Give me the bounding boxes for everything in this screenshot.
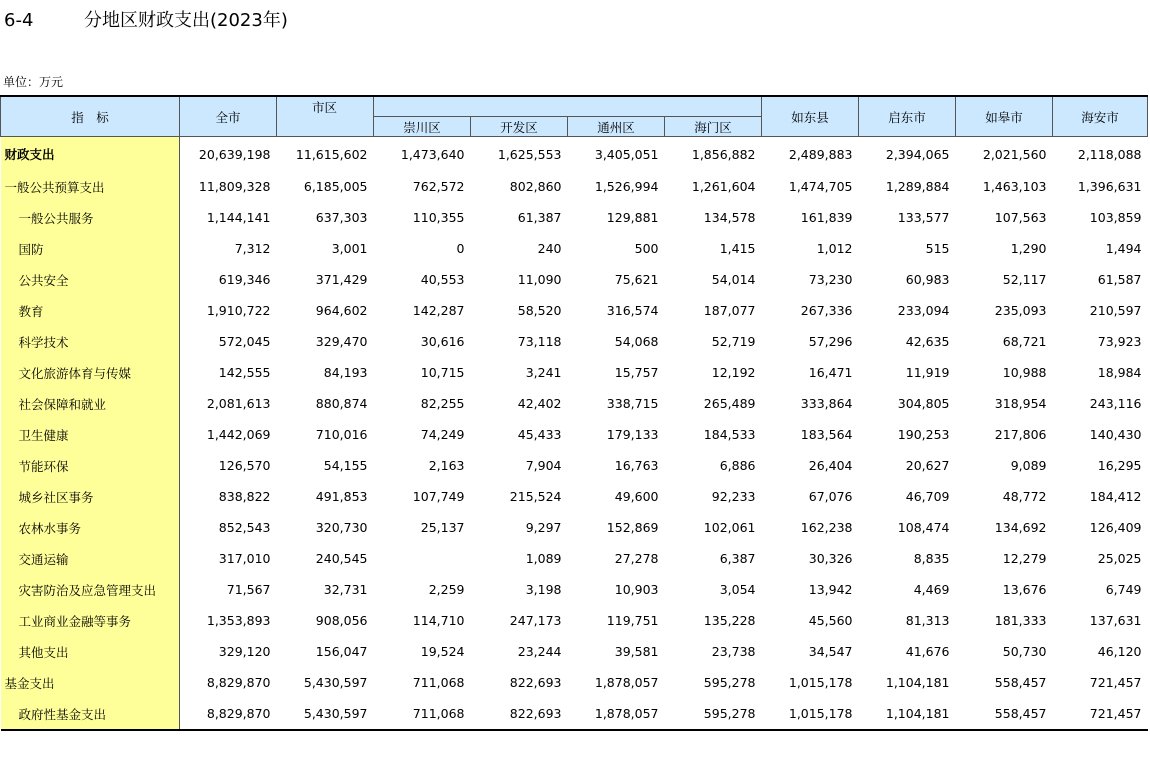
cell-value: 18,984 [1097, 365, 1142, 380]
cell-value: 1,415 [719, 241, 756, 256]
row-label: 工业商业金融等事务 [1, 605, 180, 636]
header-sub-kaifa: 开发区 [471, 117, 568, 137]
cell-value: 108,474 [897, 520, 950, 535]
cell-value: 0 [456, 241, 465, 256]
cell-value: 3,241 [525, 365, 562, 380]
cell-value: 338,715 [606, 396, 659, 411]
row-label: 政府性基金支出 [1, 698, 180, 730]
cell-value: 8,835 [913, 551, 950, 566]
row-label: 科学技术 [1, 326, 180, 357]
cell-value: 73,923 [1097, 334, 1142, 349]
cell-value: 595,278 [703, 675, 756, 690]
cell-value: 20,627 [905, 458, 950, 473]
cell-value: 210,597 [1089, 303, 1142, 318]
cell-value: 1,104,181 [885, 675, 950, 690]
cell-value: 762,572 [412, 179, 465, 194]
cell-value: 711,068 [412, 675, 465, 690]
cell-value: 74,249 [420, 427, 465, 442]
cell-value: 133,577 [897, 210, 950, 225]
row-label: 灾害防治及应急管理支出 [1, 574, 180, 605]
cell-value: 558,457 [956, 698, 1053, 730]
cell-value: 2,259 [428, 582, 465, 597]
cell-value: 84,193 [323, 365, 368, 380]
cell-value: 68,721 [1002, 334, 1047, 349]
cell-value: 1,290 [1010, 241, 1047, 256]
cell-value: 240 [537, 241, 562, 256]
header-col-qidong: 启东市 [859, 96, 956, 137]
cell-value: 11,615,602 [295, 146, 368, 162]
table-title: 分地区财政支出(2023年) [84, 10, 288, 31]
cell-value: 45,560 [808, 613, 853, 628]
row-label: 其他支出 [1, 636, 180, 667]
cell-value: 8,829,870 [206, 675, 271, 690]
header-col-rugao: 如皋市 [956, 96, 1053, 137]
table-row [1, 326, 1148, 357]
cell-value: 2,021,560 [982, 146, 1047, 162]
cell-value: 187,077 [703, 303, 756, 318]
cell-value: 6,185,005 [303, 179, 368, 194]
row-label: 城乡社区事务 [1, 481, 180, 512]
cell-value: 26,404 [808, 458, 853, 473]
cell-value: 134,578 [703, 210, 756, 225]
row-label: 基金支出 [1, 667, 180, 698]
cell-value: 267,336 [800, 303, 853, 318]
cell-value: 81,313 [905, 613, 950, 628]
cell-value: 61,387 [517, 210, 562, 225]
cell-value: 184,412 [1089, 489, 1142, 504]
header-urban-span [374, 96, 762, 117]
cell-value: 140,430 [1089, 427, 1142, 442]
cell-value: 265,489 [703, 396, 756, 411]
cell-value: 217,806 [994, 427, 1047, 442]
cell-value: 13,676 [1002, 582, 1047, 597]
cell-value: 114,710 [412, 613, 465, 628]
cell-value: 135,228 [703, 613, 756, 628]
cell-value: 572,045 [218, 334, 271, 349]
row-label: 节能环保 [1, 450, 180, 481]
cell-value: 3,001 [331, 241, 368, 256]
cell-value: 75,621 [614, 272, 659, 287]
cell-value: 1,353,893 [206, 613, 271, 628]
cell-value: 161,839 [800, 210, 853, 225]
cell-value: 27,278 [614, 551, 659, 566]
cell-value: 6,749 [1105, 582, 1142, 597]
cell-value: 30,326 [808, 551, 853, 566]
cell-value: 23,244 [517, 644, 562, 659]
cell-value: 49,600 [614, 489, 659, 504]
cell-value [374, 543, 471, 574]
table-row [1, 388, 1148, 419]
cell-value: 822,693 [471, 698, 568, 730]
cell-value: 852,543 [218, 520, 271, 535]
cell-value: 7,312 [234, 241, 271, 256]
cell-value: 152,869 [606, 520, 659, 535]
cell-value: 119,751 [606, 613, 659, 628]
cell-value: 137,631 [1089, 613, 1142, 628]
table-row [1, 419, 1148, 450]
table-row [1, 543, 1148, 574]
cell-value: 838,822 [218, 489, 271, 504]
header-col-urban: 市区 [277, 96, 374, 117]
cell-value: 595,278 [665, 698, 762, 730]
cell-value: 1,463,103 [982, 179, 1047, 194]
cell-value: 500 [634, 241, 659, 256]
table-number: 6-4 [4, 10, 34, 31]
cell-value: 13,942 [808, 582, 853, 597]
row-label: 一般公共预算支出 [1, 171, 180, 202]
cell-value: 1,910,722 [206, 303, 271, 318]
cell-value: 107,749 [412, 489, 465, 504]
cell-value: 25,025 [1097, 551, 1142, 566]
row-label: 交通运输 [1, 543, 180, 574]
cell-value: 54,014 [711, 272, 756, 287]
finance-table [0, 95, 1148, 731]
cell-value: 183,564 [800, 427, 853, 442]
cell-value: 129,881 [606, 210, 659, 225]
cell-value: 1,089 [525, 551, 562, 566]
cell-value: 10,715 [420, 365, 465, 380]
cell-value: 1,856,882 [691, 146, 756, 162]
cell-value: 46,120 [1097, 644, 1142, 659]
cell-value: 317,010 [218, 551, 271, 566]
cell-value: 19,524 [420, 644, 465, 659]
cell-value: 34,547 [808, 644, 853, 659]
cell-value: 42,402 [517, 396, 562, 411]
row-label: 公共安全 [1, 264, 180, 295]
cell-value: 5,430,597 [277, 698, 374, 730]
table-row [1, 667, 1148, 698]
cell-value: 329,120 [218, 644, 271, 659]
table-row [1, 481, 1148, 512]
cell-value: 39,581 [614, 644, 659, 659]
header-col-all-city: 全市 [180, 96, 277, 137]
cell-value: 82,255 [420, 396, 465, 411]
cell-value: 54,155 [323, 458, 368, 473]
cell-value: 12,279 [1002, 551, 1047, 566]
cell-value: 50,730 [1002, 644, 1047, 659]
table-row [1, 512, 1148, 543]
header-urban-blank [277, 117, 374, 137]
cell-value: 58,520 [517, 303, 562, 318]
row-label: 国防 [1, 233, 180, 264]
cell-value: 3,198 [525, 582, 562, 597]
cell-value: 10,988 [1002, 365, 1047, 380]
cell-value: 711,068 [374, 698, 471, 730]
cell-value: 184,533 [703, 427, 756, 442]
cell-value: 25,137 [420, 520, 465, 535]
cell-value: 233,094 [897, 303, 950, 318]
table-row [1, 636, 1148, 667]
cell-value: 102,061 [703, 520, 756, 535]
cell-value: 190,253 [897, 427, 950, 442]
cell-value: 12,192 [711, 365, 756, 380]
cell-value: 329,470 [315, 334, 368, 349]
row-label: 社会保障和就业 [1, 388, 180, 419]
cell-value: 54,068 [614, 334, 659, 349]
cell-value: 8,829,870 [180, 698, 277, 730]
table-row [1, 605, 1148, 636]
cell-value: 240,545 [315, 551, 368, 566]
table-row [1, 137, 1148, 172]
cell-value: 243,116 [1089, 396, 1142, 411]
cell-value: 41,676 [905, 644, 950, 659]
cell-value: 142,287 [412, 303, 465, 318]
cell-value: 1,474,705 [788, 179, 853, 194]
cell-value: 73,118 [517, 334, 562, 349]
row-label: 农林水事务 [1, 512, 180, 543]
cell-value: 964,602 [315, 303, 368, 318]
table-row [1, 202, 1148, 233]
cell-value: 247,173 [509, 613, 562, 628]
row-label: 文化旅游体育与传媒 [1, 357, 180, 388]
cell-value: 2,394,065 [885, 146, 950, 162]
cell-value: 908,056 [315, 613, 368, 628]
header-col-haian: 海安市 [1053, 96, 1148, 137]
cell-value: 6,387 [719, 551, 756, 566]
cell-value: 16,295 [1097, 458, 1142, 473]
table-row [1, 264, 1148, 295]
cell-value: 60,983 [905, 272, 950, 287]
cell-value: 67,076 [808, 489, 853, 504]
cell-value: 181,333 [994, 613, 1047, 628]
cell-value: 515 [925, 241, 950, 256]
cell-value: 30,616 [420, 334, 465, 349]
cell-value: 2,163 [428, 458, 465, 473]
row-label: 一般公共服务 [1, 202, 180, 233]
cell-value: 371,429 [315, 272, 368, 287]
cell-value: 619,346 [218, 272, 271, 287]
cell-value: 162,238 [800, 520, 853, 535]
cell-value: 215,524 [509, 489, 562, 504]
cell-value: 126,409 [1089, 520, 1142, 535]
cell-value: 11,919 [905, 365, 950, 380]
row-label: 教育 [1, 295, 180, 326]
cell-value: 107,563 [994, 210, 1047, 225]
cell-value: 1,878,057 [594, 675, 659, 690]
cell-value: 2,489,883 [788, 146, 853, 162]
table-row [1, 171, 1148, 202]
table-row [1, 233, 1148, 264]
header-indicator: 指 标 [1, 96, 180, 137]
cell-value: 16,763 [614, 458, 659, 473]
header-sub-chongchuan: 崇川区 [374, 117, 471, 137]
cell-value: 318,954 [994, 396, 1047, 411]
cell-value: 48,772 [1002, 489, 1047, 504]
cell-value: 491,853 [315, 489, 368, 504]
cell-value: 1,261,604 [691, 179, 756, 194]
header-sub-tongzhou: 通州区 [568, 117, 665, 137]
cell-value: 61,587 [1097, 272, 1142, 287]
cell-value: 235,093 [994, 303, 1047, 318]
cell-value: 1,015,178 [788, 675, 853, 690]
cell-value: 11,809,328 [198, 179, 271, 194]
cell-value: 304,805 [897, 396, 950, 411]
cell-value: 134,692 [994, 520, 1047, 535]
cell-value: 15,757 [614, 365, 659, 380]
cell-value: 7,904 [525, 458, 562, 473]
cell-value: 32,731 [323, 582, 368, 597]
cell-value: 103,859 [1089, 210, 1142, 225]
cell-value: 1,625,553 [497, 146, 562, 162]
cell-value: 9,089 [1010, 458, 1047, 473]
cell-value: 880,874 [315, 396, 368, 411]
cell-value: 721,457 [1053, 698, 1148, 730]
cell-value: 3,054 [719, 582, 756, 597]
cell-value: 126,570 [218, 458, 271, 473]
cell-value: 333,864 [800, 396, 853, 411]
cell-value: 156,047 [315, 644, 368, 659]
cell-value: 2,081,613 [206, 396, 271, 411]
cell-value: 42,635 [905, 334, 950, 349]
table-row [1, 295, 1148, 326]
table-row [1, 698, 1148, 730]
cell-value: 2,118,088 [1077, 146, 1142, 162]
cell-value: 45,433 [517, 427, 562, 442]
cell-value: 1,104,181 [859, 698, 956, 730]
table-row [1, 450, 1148, 481]
cell-value: 4,469 [913, 582, 950, 597]
table-row [1, 357, 1148, 388]
cell-value: 52,719 [711, 334, 756, 349]
cell-value: 1,144,141 [206, 210, 271, 225]
header-col-rudong: 如东县 [762, 96, 859, 137]
cell-value: 1,526,994 [594, 179, 659, 194]
cell-value: 10,903 [614, 582, 659, 597]
cell-value: 52,117 [1002, 272, 1047, 287]
table-row [1, 574, 1148, 605]
row-label: 财政支出 [1, 137, 180, 172]
cell-value: 92,233 [711, 489, 756, 504]
cell-value: 721,457 [1089, 675, 1142, 690]
cell-value: 20,639,198 [198, 146, 271, 162]
cell-value: 57,296 [808, 334, 853, 349]
cell-value: 179,133 [606, 427, 659, 442]
cell-value: 11,090 [517, 272, 562, 287]
cell-value: 73,230 [808, 272, 853, 287]
cell-value: 9,297 [525, 520, 562, 535]
cell-value: 637,303 [315, 210, 368, 225]
cell-value: 822,693 [509, 675, 562, 690]
cell-value: 1,289,884 [885, 179, 950, 194]
cell-value: 1,396,631 [1077, 179, 1142, 194]
unit-label: 单位：万元 [3, 75, 64, 89]
cell-value: 71,567 [226, 582, 271, 597]
cell-value: 320,730 [315, 520, 368, 535]
cell-value: 316,574 [606, 303, 659, 318]
cell-value: 1,015,178 [762, 698, 859, 730]
header-sub-haimen: 海门区 [665, 117, 762, 137]
cell-value: 1,473,640 [400, 146, 465, 162]
cell-value: 1,878,057 [568, 698, 665, 730]
cell-value: 16,471 [808, 365, 853, 380]
cell-value: 558,457 [994, 675, 1047, 690]
cell-value: 1,012 [816, 241, 853, 256]
page-title [4, 6, 288, 32]
cell-value: 142,555 [218, 365, 271, 380]
cell-value: 40,553 [420, 272, 465, 287]
cell-value: 46,709 [905, 489, 950, 504]
cell-value: 710,016 [315, 427, 368, 442]
cell-value: 1,442,069 [206, 427, 271, 442]
cell-value: 802,860 [509, 179, 562, 194]
cell-value: 1,494 [1105, 241, 1142, 256]
cell-value: 5,430,597 [303, 675, 368, 690]
row-label: 卫生健康 [1, 419, 180, 450]
cell-value: 110,355 [412, 210, 465, 225]
cell-value: 3,405,051 [594, 146, 659, 162]
cell-value: 6,886 [719, 458, 756, 473]
cell-value: 23,738 [711, 644, 756, 659]
